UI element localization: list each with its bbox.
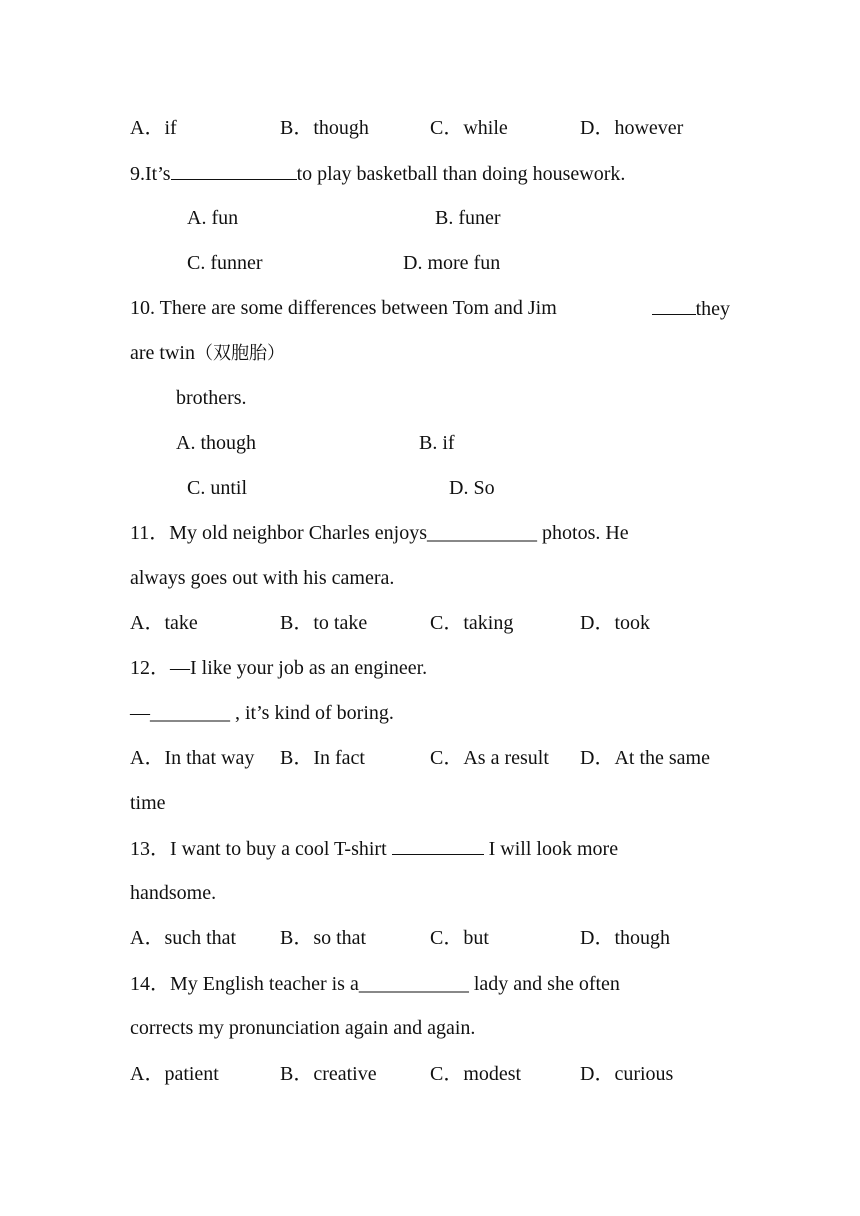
q10-option-c: C. until <box>187 477 248 499</box>
q12-reply-dash: — <box>130 702 150 724</box>
q11-line2: always goes out with his camera. <box>130 567 395 589</box>
q14-stem <box>130 972 620 996</box>
q12-option-d-wrap: time <box>130 792 166 814</box>
q10-stem-before: 10. There are some differences between Tom and Jim <box>130 297 557 319</box>
q8-option-a: A．if <box>130 117 177 139</box>
q11-stem-after: photos. He <box>537 522 629 544</box>
q9-option-d: D. more fun <box>403 252 501 274</box>
q13-line2: handsome. <box>130 882 217 904</box>
q12-reply-after: , it’s kind of boring. <box>230 702 394 724</box>
q11-stem-before: 11．My old neighbor Charles enjoys <box>130 522 428 544</box>
q8-option-b: B．though <box>280 117 369 139</box>
q12-stem: 12．—I like your job as an engineer. <box>130 657 428 679</box>
q12-reply <box>130 701 394 725</box>
q12-option-c: C．As a result <box>430 747 549 769</box>
q9-stem-before: 9.It’s <box>130 163 171 185</box>
q10-line2-text: are twin <box>130 342 195 364</box>
q11-option-c: C．taking <box>430 612 514 634</box>
q13-stem-before: 13．I want to buy a cool T-shirt <box>130 838 392 860</box>
q9-option-b: B. funer <box>435 207 501 229</box>
q13-stem <box>130 836 618 861</box>
q11-stem <box>130 521 629 545</box>
q10-option-b: B. if <box>419 432 455 454</box>
q14-blank: ___________ <box>358 973 469 995</box>
q11-option-b: B．to take <box>280 612 368 634</box>
q11-option-d: D．took <box>580 612 650 634</box>
q13-blank <box>392 836 484 855</box>
q8-option-d: D．however <box>580 117 684 139</box>
q9-stem-after: to play basketball than doing housework. <box>296 163 626 185</box>
q12-option-a: A．In that way <box>130 747 255 769</box>
q10-option-d: D. So <box>449 477 495 499</box>
q13-option-b: B．so that <box>280 927 367 949</box>
q11-option-a: A．take <box>130 612 198 634</box>
q9-stem <box>130 161 625 186</box>
q9-option-a: A. fun <box>187 207 239 229</box>
q8-option-c: C．while <box>430 117 508 139</box>
q13-option-c: C．but <box>430 927 489 949</box>
q10-stem-after: they <box>695 298 730 320</box>
q13-stem-after: I will look more <box>483 838 619 860</box>
q14-option-c: C．modest <box>430 1063 522 1085</box>
q14-option-d: D．curious <box>580 1063 674 1085</box>
q12-option-b: B．In fact <box>280 747 365 769</box>
q14-option-a: A．patient <box>130 1063 219 1085</box>
q14-option-b: B．creative <box>280 1063 377 1085</box>
q13-option-a: A．such that <box>130 927 237 949</box>
q10-blank <box>652 296 696 315</box>
q14-line2: corrects my pronunciation again and again. <box>130 1017 476 1039</box>
q11-blank: ___________ <box>427 522 538 544</box>
q12-option-d: D．At the same <box>580 747 710 769</box>
q10-line3: brothers. <box>176 387 247 409</box>
q10-gloss: （双胞胎） <box>194 343 285 364</box>
q12-blank: ________ <box>150 702 230 724</box>
q9-blank <box>171 161 297 180</box>
q10-stem <box>130 296 730 321</box>
q10-line2 <box>130 341 285 366</box>
q14-stem-before: 14．My English teacher is a <box>130 973 359 995</box>
q9-option-c: C. funner <box>187 252 263 274</box>
q13-option-d: D．though <box>580 927 670 949</box>
q10-option-a: A. though <box>176 432 256 454</box>
q14-stem-after: lady and she often <box>468 973 620 995</box>
